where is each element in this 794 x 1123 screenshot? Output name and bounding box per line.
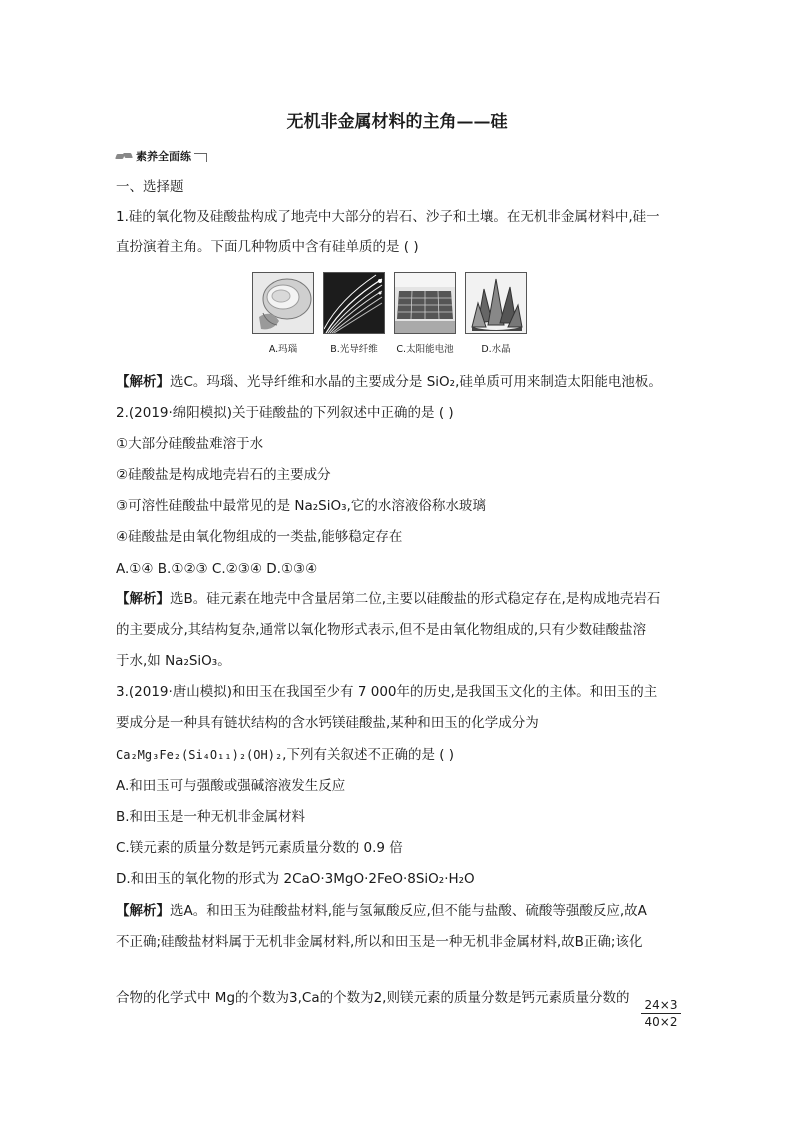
q3-option-a: A.和田玉可与强酸或强碱溶液发生反应 xyxy=(116,778,346,794)
analysis-label: 【解析】 xyxy=(116,374,170,390)
analysis-label: 【解析】 xyxy=(116,903,170,919)
q2-analysis-line-3: 于水,如 Na₂SiO₃。 xyxy=(116,653,231,669)
q1-stem-line-1: 1.硅的氧化物及硅酸盐构成了地壳中大部分的岩石、沙子和土壤。在无机非金属材料中,硅一 xyxy=(116,209,660,225)
q3-analysis-line-1 xyxy=(116,902,647,920)
page-title: 无机非金属材料的主角——硅 xyxy=(286,112,508,132)
q3-analysis-text-1: 选A。和田玉为硅酸盐材料,能与氢氟酸反应,但不能与盐酸、硫酸等强酸反应,故A xyxy=(170,903,647,919)
q1-analysis xyxy=(116,373,662,391)
q3-option-b: B.和田玉是一种无机非金属材料 xyxy=(116,809,306,825)
fraction-numerator: 24×3 xyxy=(644,998,678,1012)
q3-option-c: C.镁元素的质量分数是钙元素质量分数的 0.9 倍 xyxy=(116,840,403,856)
q3-stem-line-1: 3.(2019·唐山模拟)和田玉在我国至少有 7 000年的历史,是我国玉文化的主体。和田玉的主 xyxy=(116,684,658,700)
q2-item-3: ③可溶性硅酸盐中最常见的是 Na₂SiO₃,它的水溶液俗称水玻璃 xyxy=(116,498,486,514)
analysis-label: 【解析】 xyxy=(116,591,170,607)
q1-image-row xyxy=(252,272,527,355)
q1-image-caption-c: C.太阳能电池 xyxy=(396,344,454,355)
q3-formula-line xyxy=(116,746,454,764)
q2-item-2: ②硅酸盐是构成地壳岩石的主要成分 xyxy=(116,467,331,483)
q1-image-caption-b: B.光导纤维 xyxy=(330,344,378,355)
q3-fraction xyxy=(641,998,681,1029)
fraction-denominator: 40×2 xyxy=(644,1015,678,1029)
agate-icon xyxy=(253,273,313,333)
q2-stem: 2.(2019·绵阳模拟)关于硅酸盐的下列叙述中正确的是 ( ) xyxy=(116,405,454,421)
section-tag-label: 素养全面练 xyxy=(136,149,191,163)
q2-item-4: ④硅酸盐是由氧化物组成的一类盐,能够稳定存在 xyxy=(116,529,403,545)
q1-stem-line-2: 直扮演着主角。下面几种物质中含有硅单质的是 ( ) xyxy=(116,239,419,255)
optical-fiber-icon xyxy=(324,273,384,333)
q3-option-d: D.和田玉的氧化物的形式为 2CaO·3MgO·2FeO·8SiO₂·H₂O xyxy=(116,871,475,887)
q3-analysis-line-3: 合物的化学式中 Mg的个数为3,Ca的个数为2,则镁元素的质量分数是钙元素质量分数的 xyxy=(116,990,630,1006)
q1-image-optical-fiber xyxy=(323,272,385,355)
solar-panel-icon xyxy=(395,273,455,333)
q2-analysis-line-2: 的主要成分,其结构复杂,通常以氧化物形式表示,但不是由氧化物组成的,只有少数硅酸盐溶 xyxy=(116,622,647,638)
q1-image-caption-a: A.玛瑙 xyxy=(268,344,298,355)
fraction-bar xyxy=(641,1013,681,1014)
q3-analysis-line-2: 不正确;硅酸盐材料属于无机非金属材料,所以和田玉是一种无机非金属材料,故B正确;该化 xyxy=(116,934,643,950)
section-tag xyxy=(116,148,207,163)
q1-analysis-text: 选C。玛瑙、光导纤维和水晶的主要成分是 SiO₂,硅单质可用来制造太阳能电池板。 xyxy=(170,374,662,390)
q2-options: A.①④ B.①②③ C.②③④ D.①③④ xyxy=(116,561,318,577)
q2-analysis-line-1 xyxy=(116,590,660,608)
q3-formula: Ca₂Mg₃Fe₂(Si₄O₁₁)₂(OH)₂ xyxy=(116,748,283,762)
q1-image-crystal xyxy=(465,272,527,355)
q3-stem-line-2: 要成分是一种具有链状结构的含水钙镁硅酸盐,某种和田玉的化学成分为 xyxy=(116,715,539,731)
q2-analysis-text-1: 选B。硅元素在地壳中含量居第二位,主要以硅酸盐的形式稳定存在,是构成地壳岩石 xyxy=(170,591,661,607)
book-icon xyxy=(116,151,134,160)
quartz-crystal-icon xyxy=(466,273,526,333)
q1-image-agate xyxy=(252,272,314,355)
q1-image-caption-d: D.水晶 xyxy=(481,344,511,355)
section-heading: 一、选择题 xyxy=(116,179,184,195)
q2-item-1: ①大部分硅酸盐难溶于水 xyxy=(116,436,264,452)
q1-image-solar-cell xyxy=(394,272,456,355)
q3-formula-tail: ,下列有关叙述不正确的是 ( ) xyxy=(282,747,455,763)
tag-corner-decoration xyxy=(194,153,207,162)
